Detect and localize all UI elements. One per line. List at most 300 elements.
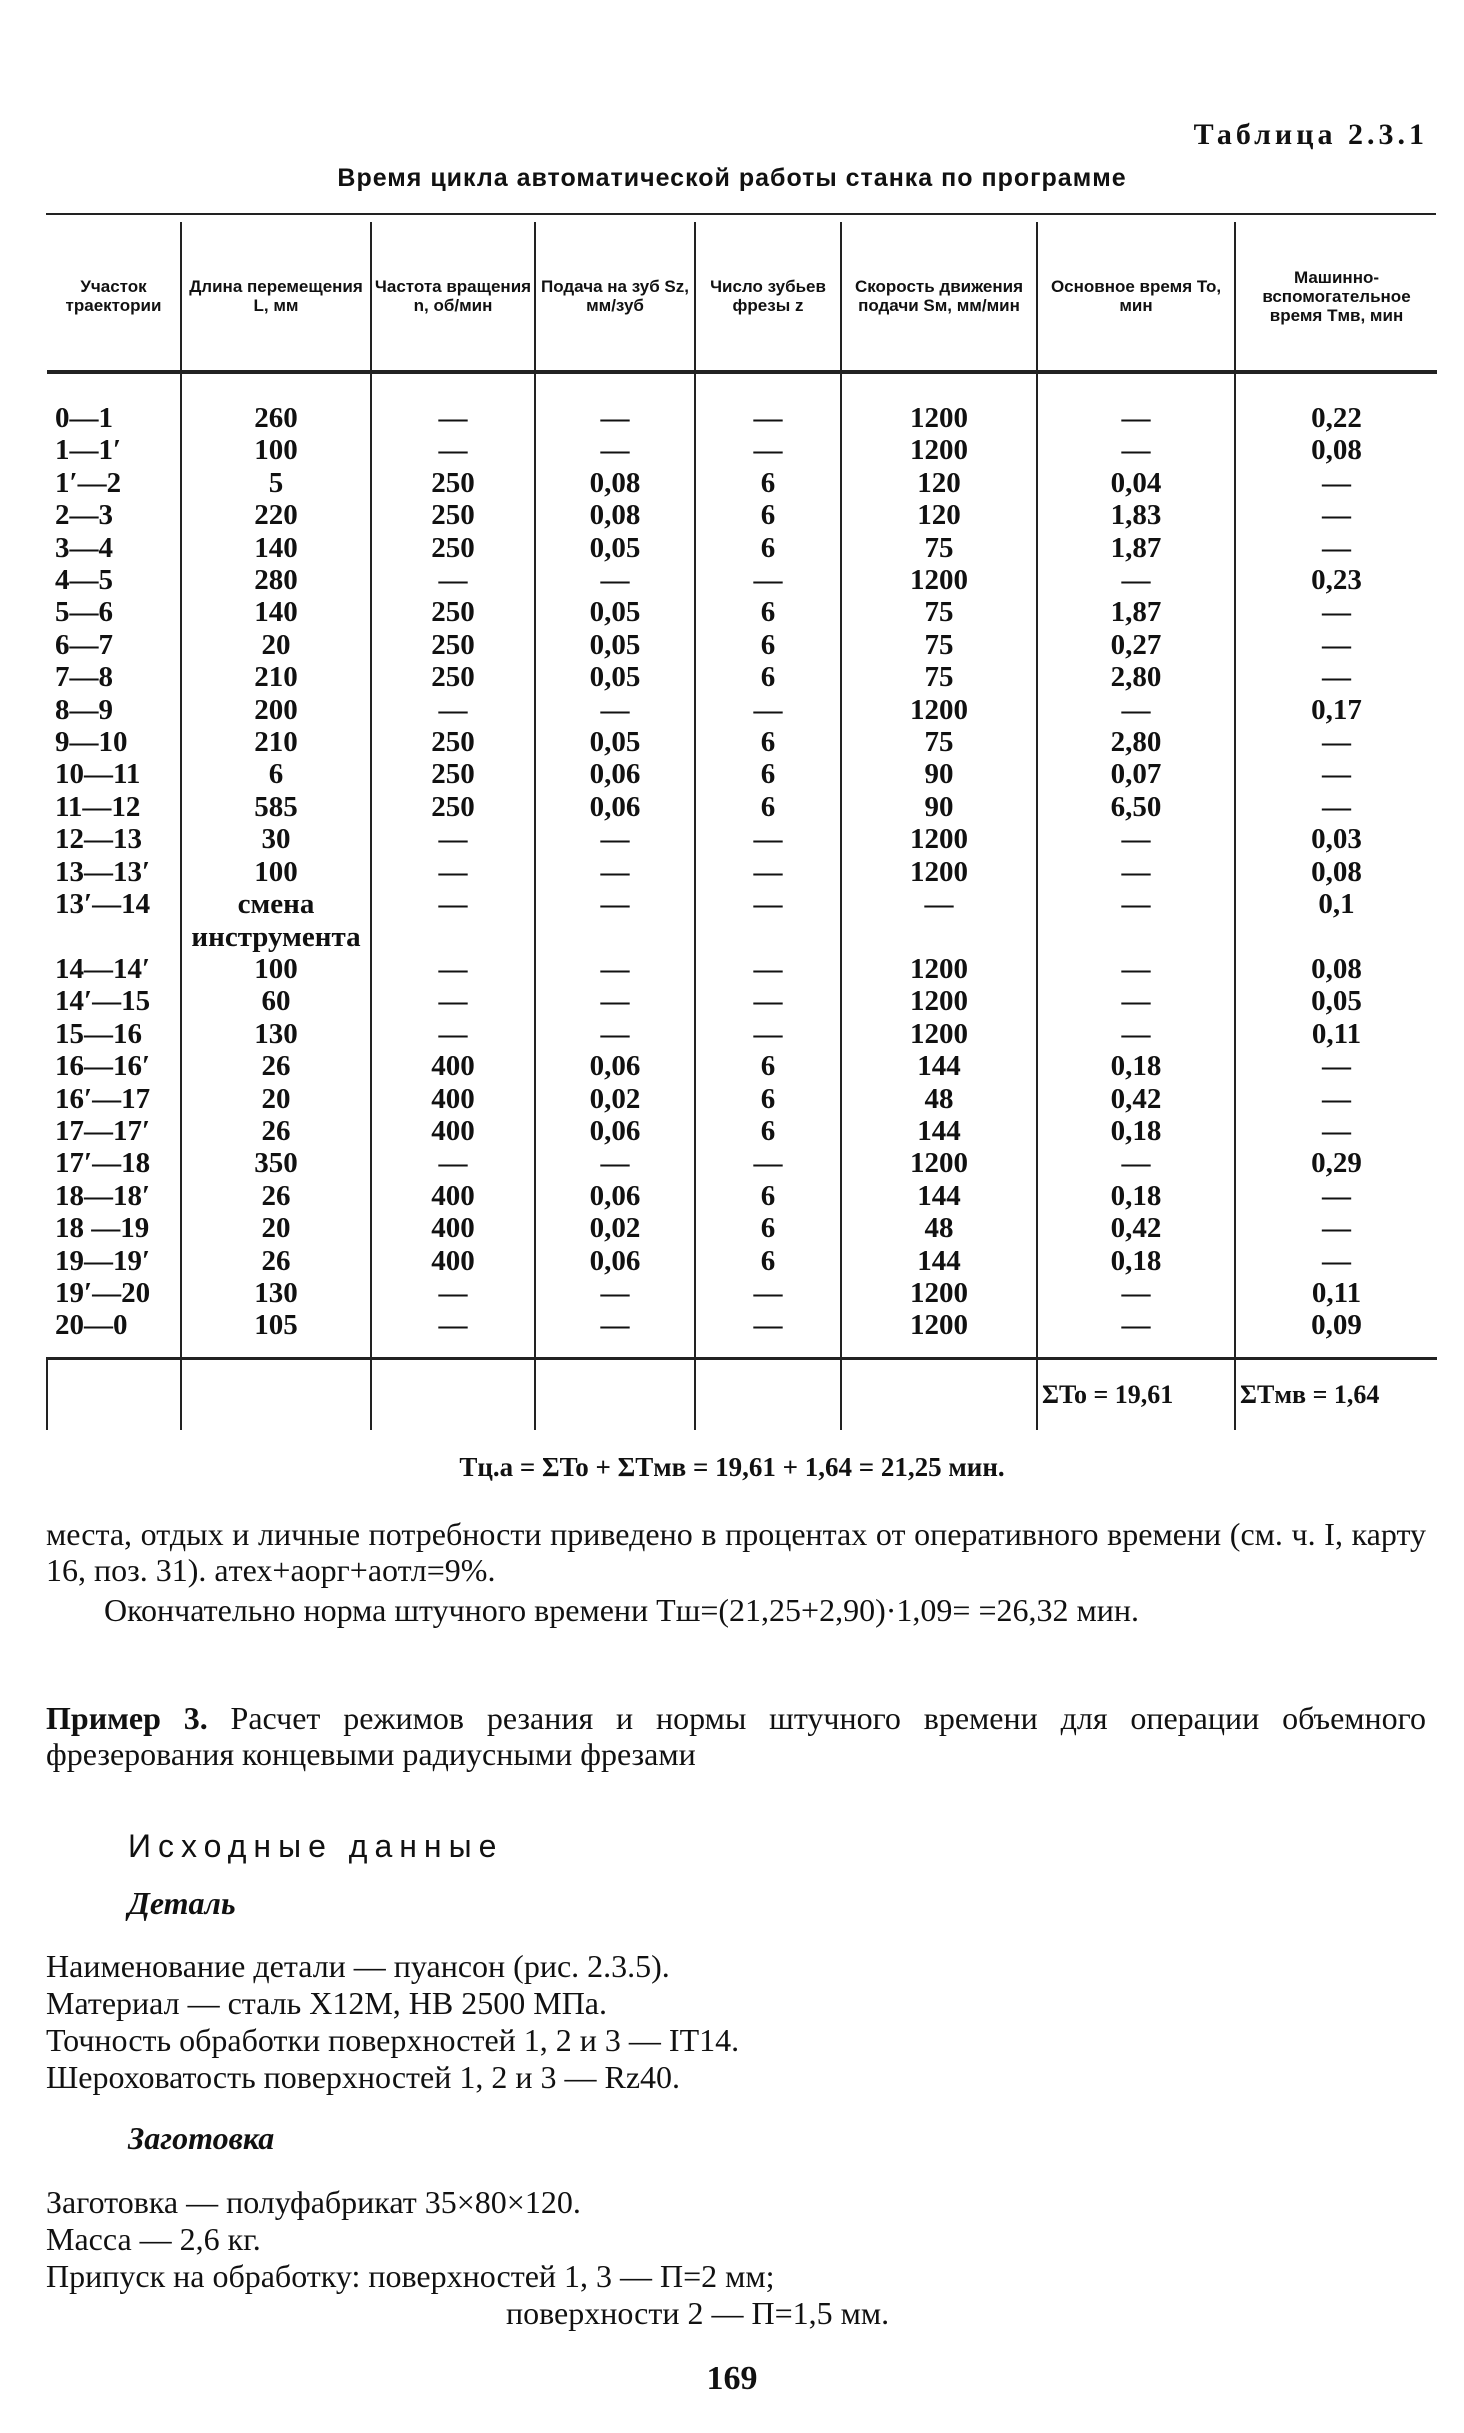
cell-segment: 16′—17: [55, 1082, 151, 1115]
cell-feed-per-tooth: —: [535, 823, 695, 855]
cell-main-time: 0,18: [1037, 1245, 1235, 1277]
cell-feed-per-tooth: —: [535, 1277, 695, 1309]
cell-aux-time: [1235, 921, 1437, 953]
cell-aux-time: —: [1235, 1212, 1437, 1244]
cell-rpm: —: [371, 1309, 535, 1359]
cell-aux-time: —: [1235, 629, 1437, 661]
table-row: [47, 499, 1437, 531]
cell-segment: [47, 921, 181, 953]
cell-segment: 10—11: [55, 758, 141, 791]
cell-feed-per-tooth: 0,02: [535, 1212, 695, 1244]
cell-rpm: 250: [371, 499, 535, 531]
detail-line: Материал — сталь Х12М, НВ 2500 МПа.: [46, 1985, 607, 2021]
cell-main-time: 1,87: [1037, 532, 1235, 564]
blank-line: Припуск на обработку: поверхностей 1, 3 — П=2 мм;: [46, 2258, 775, 2294]
cell-main-time: —: [1037, 953, 1235, 985]
table-row: [47, 758, 1437, 790]
cell-feed-per-tooth: 0,05: [535, 629, 695, 661]
cell-segment: 2—3: [55, 499, 113, 532]
table-row: [47, 823, 1437, 855]
cell-rpm: —: [371, 1018, 535, 1050]
table-row: [47, 791, 1437, 823]
cell-feed-speed: 48: [841, 1083, 1037, 1115]
cell-feed-per-tooth: —: [535, 1147, 695, 1179]
cell-main-time: —: [1037, 856, 1235, 888]
table-spacer-row: [47, 372, 1437, 402]
cell-feed-per-tooth: —: [535, 856, 695, 888]
table-row: [47, 1018, 1437, 1050]
cell-rpm: —: [371, 985, 535, 1017]
cell-aux-time: 0,05: [1235, 985, 1437, 1017]
cell-segment: 0—1: [55, 402, 113, 434]
cell-segment: 3—4: [55, 531, 113, 564]
col-header-feed-speed: Скорость движения подачи Sм, мм/мин: [841, 222, 1037, 372]
cell-feed-speed: 144: [841, 1245, 1037, 1277]
cell-main-time: —: [1037, 1147, 1235, 1179]
cell-teeth: —: [695, 434, 841, 466]
cell-main-time: —: [1037, 694, 1235, 726]
table-row: [47, 726, 1437, 758]
cell-aux-time: —: [1235, 791, 1437, 823]
table-title: Время цикла автоматической работы станка по программе: [337, 164, 1127, 192]
cell-segment: 14′—15: [55, 985, 151, 1018]
cell-rpm: —: [371, 434, 535, 466]
cell-teeth: 6: [695, 467, 841, 499]
cell-main-time: [1037, 921, 1235, 953]
cell-rpm: 250: [371, 467, 535, 499]
cell-feed-speed: 75: [841, 532, 1037, 564]
cell-segment: 18—18′: [55, 1179, 151, 1212]
cell-rpm: 250: [371, 726, 535, 758]
cell-feed-speed: 1200: [841, 564, 1037, 596]
detail-line: Наименование детали — пуансон (рис. 2.3.5).: [46, 1948, 670, 1984]
cell-rpm: —: [371, 694, 535, 726]
cell-feed-per-tooth: —: [535, 985, 695, 1017]
cell-rpm: —: [371, 856, 535, 888]
cell-main-time: —: [1037, 1309, 1235, 1359]
cell-feed-speed: 1200: [841, 1147, 1037, 1179]
cell-feed-speed: 48: [841, 1212, 1037, 1244]
cell-length: 350: [181, 1147, 371, 1179]
cell-length: 100: [181, 434, 371, 466]
cell-length: смена: [181, 888, 371, 920]
heading-initial-data: Исходные данные: [128, 1828, 504, 1864]
cell-teeth: —: [695, 694, 841, 726]
cell-feed-per-tooth: 0,06: [535, 758, 695, 790]
cell-teeth: —: [695, 1277, 841, 1309]
cell-aux-time: —: [1235, 726, 1437, 758]
table-row: [47, 921, 1437, 953]
detail-line: Шероховатость поверхностей 1, 2 и 3 — Rz40.: [46, 2059, 681, 2095]
sum-main-time: ΣTo = 19,61: [1037, 1359, 1235, 1431]
cell-teeth: —: [695, 1309, 841, 1359]
cell-teeth: —: [695, 888, 841, 920]
table-row: [47, 434, 1437, 466]
cell-rpm: —: [371, 1277, 535, 1309]
cell-feed-per-tooth: —: [535, 1018, 695, 1050]
cell-segment: 1′—2: [55, 466, 122, 499]
cell-teeth: [695, 921, 841, 953]
table-header-row: [47, 222, 1437, 372]
cell-main-time: 0,42: [1037, 1083, 1235, 1115]
cell-teeth: 6: [695, 499, 841, 531]
col-header-feed-per-tooth: Подача на зуб Sz, мм/зуб: [535, 222, 695, 372]
cell-segment: 14—14′: [55, 952, 151, 985]
cell-feed-speed: [841, 921, 1037, 953]
title-rule: [46, 213, 1436, 215]
table-row: [47, 1212, 1437, 1244]
cell-feed-per-tooth: 0,06: [535, 1050, 695, 1082]
blank-line: Заготовка — полуфабрикат 35×80×120.: [46, 2184, 581, 2220]
cell-feed-speed: 1200: [841, 1277, 1037, 1309]
cell-main-time: —: [1037, 434, 1235, 466]
cell-feed-speed: —: [841, 888, 1037, 920]
table-row: [47, 467, 1437, 499]
cell-rpm: 250: [371, 758, 535, 790]
cell-main-time: 0,07: [1037, 758, 1235, 790]
cell-rpm: 400: [371, 1083, 535, 1115]
cell-segment: 1—1′: [55, 434, 122, 467]
cell-main-time: 1,87: [1037, 596, 1235, 628]
cell-main-time: 2,80: [1037, 661, 1235, 693]
cell-main-time: 1,83: [1037, 499, 1235, 531]
page-number: 169: [706, 2360, 758, 2397]
blank-line: Масса — 2,6 кг.: [46, 2221, 261, 2257]
cell-teeth: 6: [695, 726, 841, 758]
col-header-segment: Участок траектории: [47, 222, 181, 372]
cell-aux-time: —: [1235, 596, 1437, 628]
col-header-main-time: Основное время To, мин: [1037, 222, 1235, 372]
cell-segment: 8—9: [55, 693, 113, 726]
cell-feed-speed: 1200: [841, 1309, 1037, 1359]
cell-segment: 19′—20: [55, 1276, 151, 1309]
cell-length: 220: [181, 499, 371, 531]
cell-aux-time: —: [1235, 1083, 1437, 1115]
cell-aux-time: 0,03: [1235, 823, 1437, 855]
cell-segment: 12—13: [55, 823, 142, 856]
cell-feed-speed: 75: [841, 726, 1037, 758]
cell-aux-time: —: [1235, 467, 1437, 499]
table-row: [47, 1115, 1437, 1147]
cell-feed-speed: 1200: [841, 694, 1037, 726]
cell-rpm: —: [371, 888, 535, 920]
cell-segment: 13′—14: [55, 888, 151, 921]
table-row: [47, 1180, 1437, 1212]
table-row: [47, 1245, 1437, 1277]
cell-segment: 17′—18: [55, 1147, 151, 1180]
cell-rpm: 250: [371, 791, 535, 823]
cell-rpm: 400: [371, 1212, 535, 1244]
col-header-aux-time: Машинно-вспомогательное время Tмв, мин: [1235, 222, 1437, 372]
cell-length: 5: [181, 467, 371, 499]
blank-line: поверхности 2 — П=1,5 мм.: [506, 2295, 890, 2331]
cell-teeth: 6: [695, 1245, 841, 1277]
cell-segment: 19—19′: [55, 1244, 151, 1277]
cell-feed-speed: 1200: [841, 434, 1037, 466]
cell-teeth: —: [695, 402, 841, 434]
sum-empty-cell: [47, 1359, 181, 1431]
cell-teeth: 6: [695, 758, 841, 790]
cell-main-time: 2,80: [1037, 726, 1235, 758]
table-body: [47, 372, 1437, 1430]
table-row: [47, 1277, 1437, 1309]
cycle-time-formula: Tц.а = ΣTo + ΣTмв = 19,61 + 1,64 = 21,25 мин.: [459, 1452, 1005, 1482]
cell-feed-speed: 1200: [841, 856, 1037, 888]
cell-main-time: —: [1037, 888, 1235, 920]
cell-aux-time: 0,17: [1235, 694, 1437, 726]
cell-rpm: —: [371, 1147, 535, 1179]
cell-rpm: [371, 921, 535, 953]
cell-aux-time: —: [1235, 1180, 1437, 1212]
cell-rpm: —: [371, 823, 535, 855]
cell-length: 26: [181, 1245, 371, 1277]
cell-feed-per-tooth: [535, 921, 695, 953]
cell-feed-per-tooth: —: [535, 1309, 695, 1359]
table-row: [47, 1083, 1437, 1115]
cell-feed-per-tooth: —: [535, 434, 695, 466]
cell-main-time: —: [1037, 1018, 1235, 1050]
cell-aux-time: —: [1235, 1050, 1437, 1082]
paragraph-allowance: места, отдых и личные потребности приведено в процентах от оперативного времени (см. ч. I, карту 16, поз. 31). aтех+aорг+aотл=9%.: [46, 1516, 1426, 1588]
cell-length: 26: [181, 1050, 371, 1082]
cell-feed-per-tooth: —: [535, 694, 695, 726]
cell-feed-per-tooth: —: [535, 402, 695, 434]
cell-teeth: 6: [695, 1180, 841, 1212]
cell-feed-speed: 75: [841, 629, 1037, 661]
cell-feed-speed: 1200: [841, 402, 1037, 434]
cell-length: 200: [181, 694, 371, 726]
table-row: [47, 661, 1437, 693]
sum-aux-time: ΣTмв = 1,64: [1235, 1359, 1437, 1431]
cell-length: 585: [181, 791, 371, 823]
cell-aux-time: —: [1235, 661, 1437, 693]
cell-teeth: 6: [695, 1083, 841, 1115]
cell-aux-time: —: [1235, 758, 1437, 790]
cell-main-time: 0,18: [1037, 1180, 1235, 1212]
cell-feed-per-tooth: 0,06: [535, 791, 695, 823]
cell-feed-per-tooth: 0,05: [535, 661, 695, 693]
cell-rpm: 400: [371, 1180, 535, 1212]
table-row: [47, 1309, 1437, 1359]
cell-rpm: 400: [371, 1245, 535, 1277]
cell-aux-time: 0,29: [1235, 1147, 1437, 1179]
cell-teeth: —: [695, 823, 841, 855]
cell-rpm: 400: [371, 1050, 535, 1082]
cell-main-time: —: [1037, 1277, 1235, 1309]
cell-feed-per-tooth: —: [535, 564, 695, 596]
paragraph-piece-time: Окончательно норма штучного времени Tш=(21,25+2,90)·1,09= =26,32 мин.: [104, 1592, 1139, 1628]
cell-main-time: 0,18: [1037, 1115, 1235, 1147]
example-text: Расчет режимов резания и нормы штучного времени для операции объемного фрезерования концевыми радиусными фрезами: [46, 1700, 1426, 1772]
cell-feed-speed: 120: [841, 467, 1037, 499]
cell-feed-speed: 120: [841, 499, 1037, 531]
cell-feed-speed: 1200: [841, 953, 1037, 985]
cell-main-time: 6,50: [1037, 791, 1235, 823]
table-row: [47, 888, 1437, 920]
col-header-teeth: Число зубьев фрезы z: [695, 222, 841, 372]
cell-aux-time: 0,1: [1235, 888, 1437, 920]
cell-feed-per-tooth: 0,06: [535, 1245, 695, 1277]
cell-feed-speed: 144: [841, 1115, 1037, 1147]
cell-aux-time: 0,08: [1235, 434, 1437, 466]
cell-aux-time: 0,09: [1235, 1309, 1437, 1359]
cell-feed-speed: 90: [841, 758, 1037, 790]
table-row: [47, 694, 1437, 726]
cell-feed-per-tooth: 0,05: [535, 596, 695, 628]
cell-segment: 17—17′: [55, 1114, 151, 1147]
cell-length: 140: [181, 532, 371, 564]
cell-segment: 6—7: [55, 628, 113, 661]
cell-segment: 16—16′: [55, 1050, 151, 1083]
cell-length: 280: [181, 564, 371, 596]
sum-empty-cell: [371, 1359, 535, 1431]
cell-length: 20: [181, 629, 371, 661]
cell-aux-time: —: [1235, 499, 1437, 531]
table-row: [47, 629, 1437, 661]
cell-length: 260: [181, 402, 371, 434]
cell-main-time: —: [1037, 985, 1235, 1017]
cell-feed-per-tooth: 0,08: [535, 467, 695, 499]
table-row: [47, 985, 1437, 1017]
cell-aux-time: 0,11: [1235, 1277, 1437, 1309]
table-sum-row: [47, 1359, 1437, 1431]
cell-feed-speed: 75: [841, 661, 1037, 693]
cell-length: 210: [181, 726, 371, 758]
cell-length: инструмента: [181, 921, 371, 953]
cell-rpm: —: [371, 402, 535, 434]
cell-main-time: 0,18: [1037, 1050, 1235, 1082]
table-row: [47, 953, 1437, 985]
table-row: [47, 564, 1437, 596]
cell-feed-per-tooth: 0,02: [535, 1083, 695, 1115]
cell-segment: 9—10: [55, 726, 128, 759]
cell-teeth: 6: [695, 1115, 841, 1147]
cell-teeth: —: [695, 953, 841, 985]
cell-aux-time: 0,08: [1235, 953, 1437, 985]
cell-segment: 13—13′: [55, 855, 151, 888]
cell-teeth: —: [695, 1018, 841, 1050]
cell-teeth: —: [695, 856, 841, 888]
table-row: [47, 596, 1437, 628]
cell-main-time: —: [1037, 823, 1235, 855]
cell-aux-time: 0,08: [1235, 856, 1437, 888]
cell-length: 20: [181, 1083, 371, 1115]
cell-length: 130: [181, 1277, 371, 1309]
cell-length: 26: [181, 1115, 371, 1147]
cell-segment: 4—5: [55, 564, 113, 597]
cell-rpm: 250: [371, 629, 535, 661]
cell-teeth: 6: [695, 596, 841, 628]
cell-length: 20: [181, 1212, 371, 1244]
table-row: [47, 856, 1437, 888]
sum-empty-cell: [181, 1359, 371, 1431]
cell-teeth: —: [695, 1147, 841, 1179]
sum-empty-cell: [695, 1359, 841, 1431]
cell-feed-per-tooth: —: [535, 953, 695, 985]
cell-teeth: 6: [695, 532, 841, 564]
cell-length: 100: [181, 953, 371, 985]
heading-blank: Заготовка: [128, 2120, 275, 2156]
cell-teeth: 6: [695, 1212, 841, 1244]
table-row: [47, 1147, 1437, 1179]
cell-length: 60: [181, 985, 371, 1017]
cell-rpm: —: [371, 564, 535, 596]
cell-segment: 11—12: [55, 790, 141, 823]
cell-feed-speed: 75: [841, 596, 1037, 628]
table-row: [47, 532, 1437, 564]
cell-teeth: 6: [695, 1050, 841, 1082]
cell-rpm: —: [371, 953, 535, 985]
cell-main-time: —: [1037, 402, 1235, 434]
cell-aux-time: 0,23: [1235, 564, 1437, 596]
detail-line: Точность обработки поверхностей 1, 2 и 3 — IT14.: [46, 2022, 740, 2058]
table-row: [47, 402, 1437, 434]
table-row: [47, 1050, 1437, 1082]
cell-aux-time: 0,11: [1235, 1018, 1437, 1050]
cell-main-time: 0,04: [1037, 467, 1235, 499]
cell-teeth: —: [695, 564, 841, 596]
cell-length: 100: [181, 856, 371, 888]
cell-main-time: 0,27: [1037, 629, 1235, 661]
cell-feed-per-tooth: —: [535, 888, 695, 920]
cell-feed-speed: 1200: [841, 1018, 1037, 1050]
cycle-time-table: [46, 222, 1437, 1430]
cell-aux-time: 0,22: [1235, 402, 1437, 434]
heading-detail: Деталь: [128, 1885, 236, 1921]
cell-segment: 15—16: [55, 1017, 142, 1050]
cell-aux-time: —: [1235, 532, 1437, 564]
cell-feed-speed: 1200: [841, 985, 1037, 1017]
col-header-rpm: Частота вращения n, об/мин: [371, 222, 535, 372]
cell-segment: 7—8: [55, 661, 113, 694]
cell-length: 105: [181, 1309, 371, 1359]
cell-feed-per-tooth: 0,06: [535, 1115, 695, 1147]
cell-teeth: 6: [695, 629, 841, 661]
cell-length: 6: [181, 758, 371, 790]
sum-empty-cell: [841, 1359, 1037, 1431]
cell-feed-speed: 90: [841, 791, 1037, 823]
cell-length: 140: [181, 596, 371, 628]
cell-length: 210: [181, 661, 371, 693]
cell-rpm: 400: [371, 1115, 535, 1147]
cell-main-time: 0,42: [1037, 1212, 1235, 1244]
table-label: Таблица 2.3.1: [1193, 118, 1428, 151]
sum-empty-cell: [535, 1359, 695, 1431]
cell-rpm: 250: [371, 596, 535, 628]
cell-aux-time: —: [1235, 1115, 1437, 1147]
cell-length: 130: [181, 1018, 371, 1050]
cell-feed-speed: 144: [841, 1050, 1037, 1082]
cell-feed-per-tooth: 0,05: [535, 726, 695, 758]
cell-rpm: 250: [371, 532, 535, 564]
cell-segment: 20—0: [47, 1309, 181, 1359]
cell-aux-time: —: [1235, 1245, 1437, 1277]
example-label: Пример 3.: [46, 1700, 208, 1736]
col-header-length: Длина перемещения L, мм: [181, 222, 371, 372]
cell-rpm: 250: [371, 661, 535, 693]
cell-feed-speed: 144: [841, 1180, 1037, 1212]
cell-feed-per-tooth: 0,05: [535, 532, 695, 564]
cell-main-time: —: [1037, 564, 1235, 596]
cell-feed-per-tooth: 0,08: [535, 499, 695, 531]
cell-feed-per-tooth: 0,06: [535, 1180, 695, 1212]
cell-teeth: —: [695, 985, 841, 1017]
cell-segment: 18 —19: [55, 1212, 150, 1245]
cell-teeth: 6: [695, 661, 841, 693]
cell-length: 26: [181, 1180, 371, 1212]
cell-teeth: 6: [695, 791, 841, 823]
cell-length: 30: [181, 823, 371, 855]
